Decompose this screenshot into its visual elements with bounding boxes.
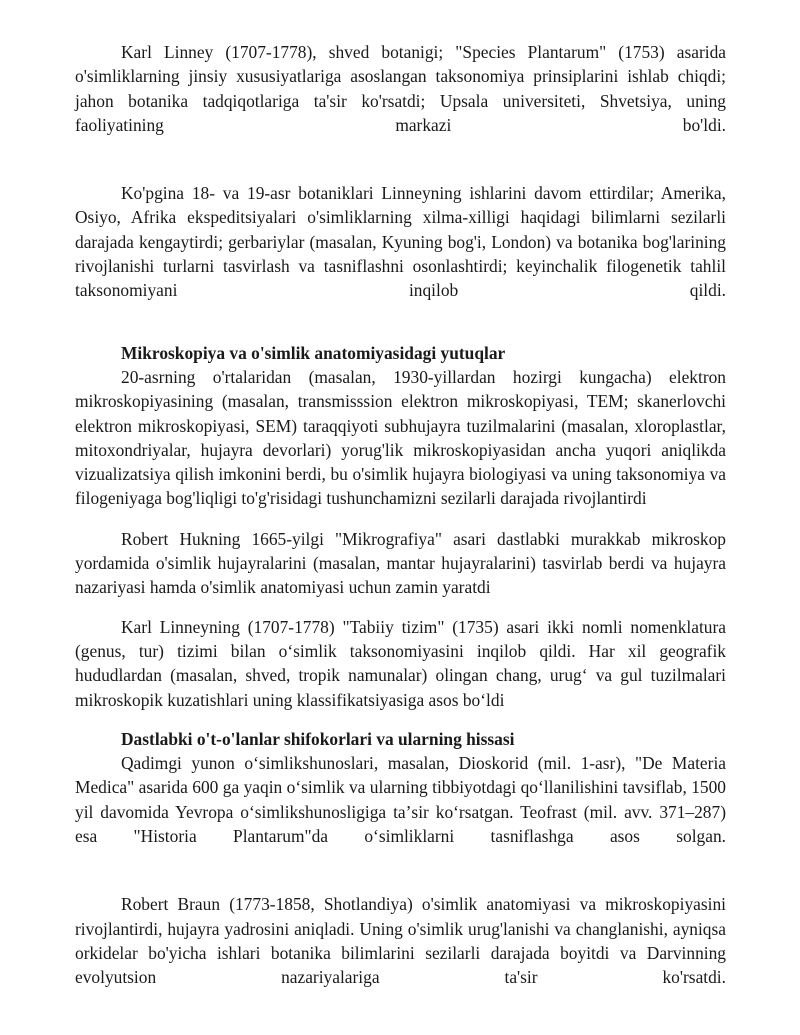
- spacer: [75, 712, 726, 727]
- paragraph-linnaeus-natural-system: Karl Linneyning (1707-1778) "Tabiiy tizim" (1735) asari ikki nomli nomenklatura (genus, tur) tizimi bilan oʻsimlik taksonomiyasini inqilob qildi. Har xil geografik hududlardan (masalan, shved, tropik namunalar) olingan chang, urugʻ va gul tuzilmalari mikroskopik kuzatishlari uning klassifikatsiyasiga asos boʻldi: [75, 616, 726, 710]
- paragraph-dioscorides-theophrastus: Qadimgi yunon oʻsimlikshunoslari, masalan, Dioskorid (mil. 1-asr), "De Materia Medica" asarida 600 ga yaqin oʻsimlik va ularning tibbiyotdagi qoʻllanilishini tavsiflab, 1500 yil davomida Yevropa oʻsimlikshunosligiga taʼsir koʻrsatgan. Teofrast (mil. avv. 371–287) esa "Historia Plantarum"da oʻsimliklarni tasniflashga asos solgan.: [75, 753, 726, 847]
- spacer: [75, 511, 726, 527]
- paragraph-robert-hooke: Robert Hukning 1665-yilgi "Mikrografiya" asari dastlabki murakkab mikroskop yordamida o'simlik hujayralarini (masalan, mantar hujayralarini) tasvirlab berdi va hujayra nazariyasi hamda o'simlik anatomiyasi uchun zamin yaratdi: [75, 528, 726, 598]
- section-heading-early-herbalists: Dastlabki o't-o'lanlar shifokorlari va ularning hissasi: [121, 728, 515, 749]
- paragraph-electron-microscopy: 20-asrning o'rtalaridan (masalan, 1930-yillardan hozirgi kungacha) elektron mikroskopiyasining (masalan, transmisssion elektron mikroskopiyasi, TEM; skanerlovchi elektron mikroskopiyasi, SEM) taraqqiyoti subhujayra tuzilmalarini (masalan, xloroplastlar, mitoxondriyalar, hujayra devorlari) yorug'lik mikroskopiyasidan ancha yuqori aniqlikda vizualizatsiya qilish imkonini berdi, bu o'simlik hujayra biologiyasi va uning taksonomiya va filogeniyaga bog'liqligi to'g'risidagi tushunchamizni sezilarli darajada rivojlantirdi: [75, 366, 726, 509]
- paragraph-linnaeus-species-plantarum: Karl Linney (1707-1778), shved botanigi; "Species Plantarum" (1753) asarida o'simliklarning jinsiy xususiyatlariga asoslangan taksonomiya prinsiplarini ishlab chiqdi; jahon botanika tadqiqotlariga ta'sir ko'rsatdi; Upsala universiteti, Shvetsiya, uning faoliyatining markazi bo'ldi.: [75, 42, 726, 135]
- spacer: [75, 303, 726, 341]
- paragraph-robert-brown: Robert Braun (1773-1858, Shotlandiya) o'simlik anatomiyasi va mikroskopiyasini rivojlantirdi, hujayra yadrosini aniqladi. Uning o'simlik urug'lanishi va changlanishi, ayniqsa orkidelar bo'yicha ishlari botanika bilimlarini sezilarli darajada boyitdi va Darvinning evolyutsion nazariyalariga ta'sir ko'rsatdi.: [75, 894, 726, 988]
- spacer: [75, 848, 726, 892]
- spacer: [75, 137, 726, 181]
- spacer: [75, 600, 726, 615]
- paragraph-18-19-century-botanists: Ko'pgina 18- va 19-asr botaniklari Linneyning ishlarini davom ettirdilar; Amerika, Osiyo, Afrika ekspeditsiyalari o'simliklarning xilma-xilligi haqidagi bilimlarni sezilarli darajada kengaytirdi; gerbariylar (masalan, Kyuning bog'i, London) va botanika bog'larining rivojlanishi turlarni tasvirlash va tasniflashni osonlashtirdi; keyinchalik filogenetik tahlil taksonomiyani inqilob qildi.: [75, 183, 726, 301]
- section-heading-microscopy: Mikroskopiya va o'simlik anatomiyasidagi yutuqlar: [121, 342, 506, 363]
